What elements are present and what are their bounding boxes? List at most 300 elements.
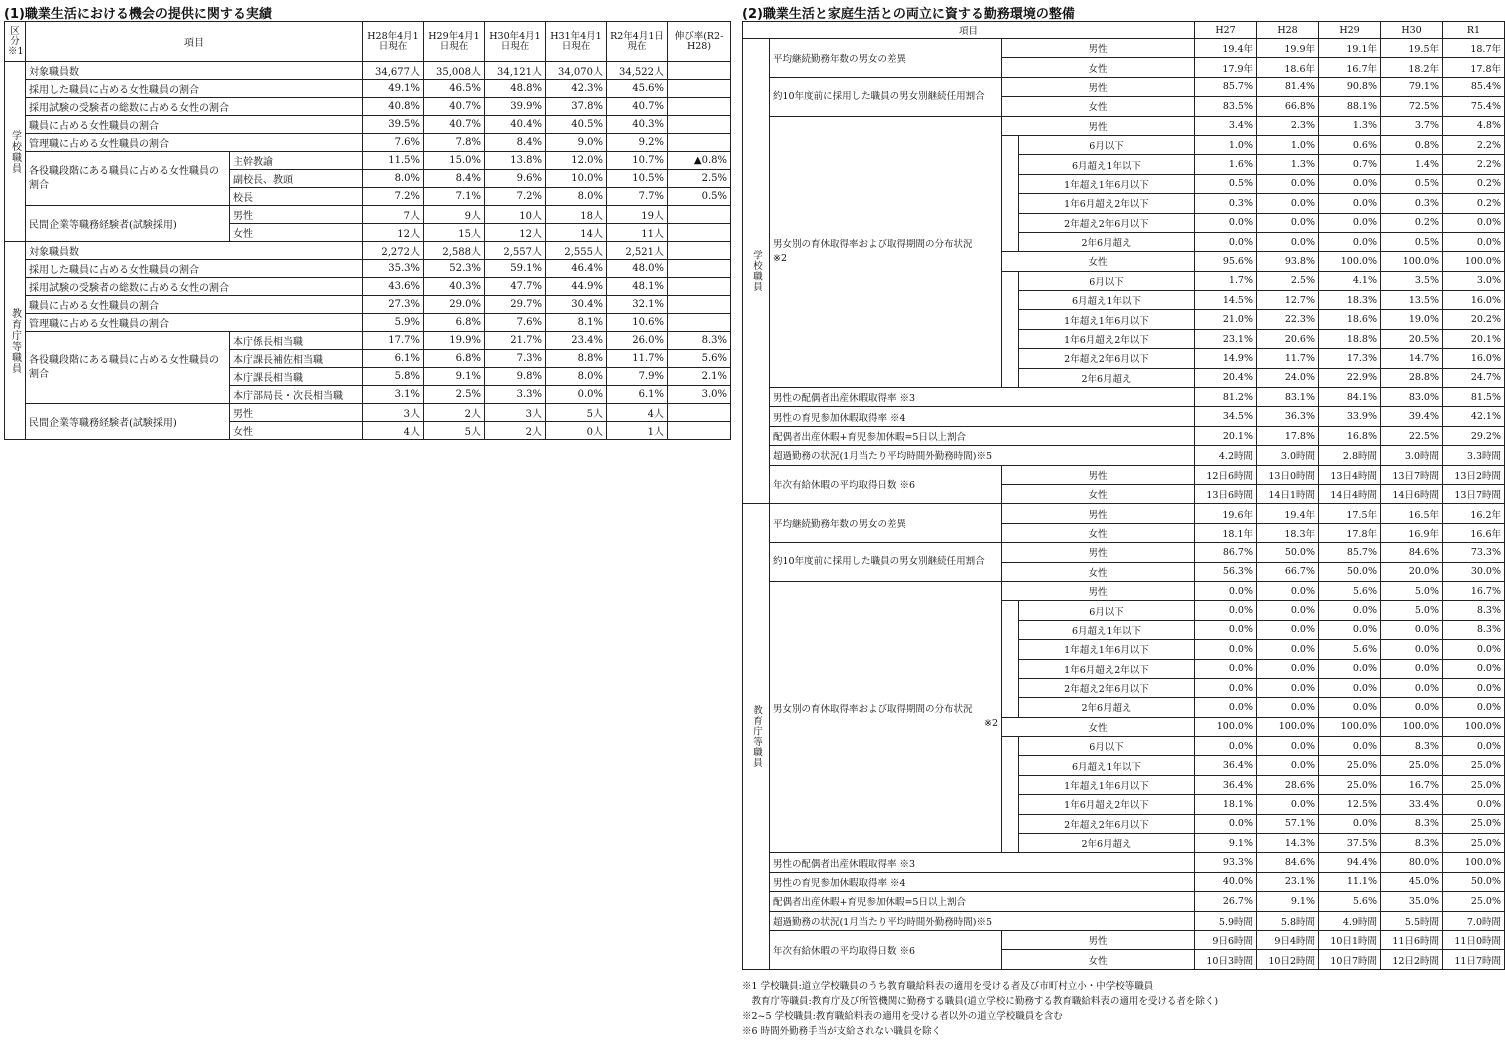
sex-label: 女性 bbox=[1002, 97, 1195, 116]
value-cell: 10人 bbox=[485, 206, 546, 224]
value-cell: 100.0% bbox=[1443, 717, 1505, 736]
value-cell: 21.7% bbox=[485, 332, 546, 350]
row-label: 各役職段階にある職員に占める女性職員の割合 bbox=[26, 332, 230, 404]
value-cell: 8.0% bbox=[546, 368, 607, 386]
value-cell: 13.8% bbox=[485, 152, 546, 170]
value-cell: 19.6年 bbox=[1195, 504, 1257, 523]
value-cell: 16.2年 bbox=[1443, 504, 1505, 523]
row-label: 平均継続勤務年数の男女の差異 bbox=[770, 39, 1002, 78]
value-cell: 8.3% bbox=[1443, 620, 1505, 639]
value-cell: 84.6% bbox=[1257, 853, 1319, 872]
value-cell: 0.0% bbox=[1319, 814, 1381, 833]
leave-label bbox=[770, 581, 1002, 852]
value-cell: 21.0% bbox=[1195, 310, 1257, 329]
value-cell: 17.8年 bbox=[1443, 58, 1505, 77]
value-cell: 2人 bbox=[424, 404, 485, 422]
value-cell: 8.0% bbox=[546, 188, 607, 206]
group-label: 教育庁等職員 bbox=[743, 504, 770, 969]
value-cell: 59.1% bbox=[485, 260, 546, 278]
value-cell: 50.0% bbox=[1257, 543, 1319, 562]
value-cell: 0.0% bbox=[1381, 640, 1443, 659]
value-cell: 40.5% bbox=[546, 116, 607, 134]
value-cell: 2人 bbox=[485, 422, 546, 440]
value-cell: 40.3% bbox=[607, 116, 668, 134]
value-cell: 88.1% bbox=[1319, 97, 1381, 116]
row-label: 管理職に占める女性職員の割合 bbox=[26, 134, 363, 152]
leave-label-text: 男女別の育休取得率および取得期間の分布状況 bbox=[773, 238, 973, 250]
value-cell: 9.2% bbox=[607, 134, 668, 152]
value-cell: 32.1% bbox=[607, 296, 668, 314]
value-cell: 15.0% bbox=[424, 152, 485, 170]
value-cell: 12日2時間 bbox=[1381, 950, 1443, 969]
period-label: 6月超え1年以下 bbox=[1019, 291, 1195, 310]
row-label: 男性の育児参加休暇取得率 ※4 bbox=[770, 872, 1195, 891]
value-cell: 56.3% bbox=[1195, 562, 1257, 581]
value-cell: 17.7% bbox=[363, 332, 424, 350]
value-cell: 100.0% bbox=[1443, 252, 1505, 271]
sub-label: 本庁課長補佐相当職 bbox=[230, 350, 363, 368]
period-label: 1年超え1年6月以下 bbox=[1019, 310, 1195, 329]
value-cell: 17.5年 bbox=[1319, 504, 1381, 523]
value-cell: 13.5% bbox=[1381, 291, 1443, 310]
value-cell: 1.3% bbox=[1319, 116, 1381, 135]
value-cell: 43.6% bbox=[363, 278, 424, 296]
value-cell: 16.7% bbox=[1443, 581, 1505, 600]
growth-cell bbox=[668, 404, 731, 422]
value-cell: 25.0% bbox=[1319, 775, 1381, 794]
value-cell: 25.0% bbox=[1443, 775, 1505, 794]
header-year: H30 bbox=[1381, 22, 1443, 39]
value-cell: 19.0% bbox=[1381, 310, 1443, 329]
value-cell: 34.5% bbox=[1195, 407, 1257, 426]
row-label: 超過勤務の状況(1月当たり平均時間外勤務時間)※5 bbox=[770, 446, 1195, 465]
leave-label bbox=[770, 116, 1002, 387]
value-cell: 5人 bbox=[546, 404, 607, 422]
row-label: 約10年度前に採用した職員の男女別継続任用割合 bbox=[770, 543, 1002, 582]
value-cell: 10.6% bbox=[607, 314, 668, 332]
value-cell: 50.0% bbox=[1319, 562, 1381, 581]
value-cell: 0.0% bbox=[1195, 640, 1257, 659]
value-cell: 0.0% bbox=[1443, 678, 1505, 697]
value-cell: 4.8% bbox=[1443, 116, 1505, 135]
value-cell: 16.6年 bbox=[1443, 523, 1505, 542]
period-label: 2年6月超え bbox=[1019, 232, 1195, 251]
growth-cell bbox=[668, 134, 731, 152]
value-cell: 2,588人 bbox=[424, 242, 485, 260]
value-cell: 0.0% bbox=[546, 386, 607, 404]
value-cell: 34,070人 bbox=[546, 62, 607, 80]
value-cell: 2.2% bbox=[1443, 135, 1505, 154]
sex-label: 男性 bbox=[1002, 77, 1195, 96]
value-cell: 6.1% bbox=[607, 386, 668, 404]
row-label: 職員に占める女性職員の割合 bbox=[26, 116, 363, 134]
value-cell: 27.3% bbox=[363, 296, 424, 314]
sex-label: 女性 bbox=[1002, 484, 1195, 503]
value-cell: 0.0% bbox=[1257, 174, 1319, 193]
value-cell: 8.4% bbox=[424, 170, 485, 188]
value-cell: 5.9% bbox=[363, 314, 424, 332]
value-cell: 28.6% bbox=[1257, 775, 1319, 794]
value-cell: 28.8% bbox=[1381, 368, 1443, 387]
value-cell: 33.9% bbox=[1319, 407, 1381, 426]
value-cell: 18.8% bbox=[1319, 329, 1381, 348]
value-cell: 5.0% bbox=[1381, 601, 1443, 620]
header-year: H29年4月1日現在 bbox=[424, 22, 485, 62]
header-year: R2年4月1日現在 bbox=[607, 22, 668, 62]
value-cell: 20.1% bbox=[1443, 329, 1505, 348]
value-cell: 16.7年 bbox=[1319, 58, 1381, 77]
value-cell: 40.7% bbox=[607, 98, 668, 116]
value-cell: 40.7% bbox=[424, 116, 485, 134]
growth-cell bbox=[668, 224, 731, 242]
leave-note: ※2 bbox=[773, 252, 788, 264]
value-cell: 14日6時間 bbox=[1381, 484, 1443, 503]
value-cell: 25.0% bbox=[1443, 834, 1505, 853]
value-cell: 9日6時間 bbox=[1195, 930, 1257, 949]
value-cell: 13日0時間 bbox=[1257, 465, 1319, 484]
value-cell: 46.4% bbox=[546, 260, 607, 278]
value-cell: 0.3% bbox=[1381, 194, 1443, 213]
value-cell: 4人 bbox=[607, 404, 668, 422]
period-label: 2年6月超え bbox=[1019, 698, 1195, 717]
value-cell: 19.4年 bbox=[1195, 39, 1257, 58]
value-cell: 7.0時間 bbox=[1443, 911, 1505, 930]
row-label: 対象職員数 bbox=[26, 62, 363, 80]
value-cell: 0.0% bbox=[1195, 678, 1257, 697]
sub-label: 本庁係長相当職 bbox=[230, 332, 363, 350]
value-cell: 13日6時間 bbox=[1195, 484, 1257, 503]
indent-cell bbox=[1002, 737, 1019, 853]
value-cell: 1.0% bbox=[1257, 135, 1319, 154]
sub-label: 男性 bbox=[230, 404, 363, 422]
value-cell: 19.5年 bbox=[1381, 39, 1443, 58]
value-cell: 94.4% bbox=[1319, 853, 1381, 872]
row-label: 職員に占める女性職員の割合 bbox=[26, 296, 363, 314]
value-cell: 9.1% bbox=[1195, 834, 1257, 853]
value-cell: 3.0時間 bbox=[1381, 446, 1443, 465]
value-cell: 19.9年 bbox=[1257, 39, 1319, 58]
value-cell: 23.1% bbox=[1257, 872, 1319, 891]
growth-cell bbox=[668, 206, 731, 224]
value-cell: 12人 bbox=[363, 224, 424, 242]
value-cell: 83.0% bbox=[1381, 388, 1443, 407]
value-cell: 7.3% bbox=[485, 350, 546, 368]
value-cell: 47.7% bbox=[485, 278, 546, 296]
value-cell: 0.0% bbox=[1195, 698, 1257, 717]
row-label: 男性の配偶者出産休暇取得率 ※3 bbox=[770, 853, 1195, 872]
value-cell: 0.0% bbox=[1319, 737, 1381, 756]
value-cell: 0.0% bbox=[1257, 640, 1319, 659]
sex-label: 男性 bbox=[1002, 581, 1195, 600]
growth-cell bbox=[668, 296, 731, 314]
value-cell: 37.5% bbox=[1319, 834, 1381, 853]
value-cell: 8.3% bbox=[1381, 737, 1443, 756]
value-cell: 50.0% bbox=[1443, 872, 1505, 891]
growth-cell: 2.5% bbox=[668, 170, 731, 188]
value-cell: 0.0% bbox=[1195, 581, 1257, 600]
value-cell: 18.6% bbox=[1319, 310, 1381, 329]
value-cell: 0.7% bbox=[1319, 155, 1381, 174]
value-cell: 90.8% bbox=[1319, 77, 1381, 96]
value-cell: 0.0% bbox=[1257, 795, 1319, 814]
value-cell: 5人 bbox=[424, 422, 485, 440]
value-cell: 35.0% bbox=[1381, 892, 1443, 911]
value-cell: 79.1% bbox=[1381, 77, 1443, 96]
value-cell: 29.7% bbox=[485, 296, 546, 314]
value-cell: 20.6% bbox=[1257, 329, 1319, 348]
value-cell: 20.5% bbox=[1381, 329, 1443, 348]
value-cell: 25.0% bbox=[1319, 756, 1381, 775]
growth-cell bbox=[668, 260, 731, 278]
value-cell: 0.0% bbox=[1381, 678, 1443, 697]
header-item: 項目 bbox=[743, 22, 1195, 39]
value-cell: 6.8% bbox=[424, 350, 485, 368]
row-label: 採用した職員に占める女性職員の割合 bbox=[26, 260, 363, 278]
value-cell: 20.0% bbox=[1381, 562, 1443, 581]
value-cell: 14.5% bbox=[1195, 291, 1257, 310]
value-cell: 11日0時間 bbox=[1443, 930, 1505, 949]
period-label: 6月超え1年以下 bbox=[1019, 620, 1195, 639]
value-cell: 12.5% bbox=[1319, 795, 1381, 814]
sex-label: 女性 bbox=[1002, 58, 1195, 77]
value-cell: 35.3% bbox=[363, 260, 424, 278]
value-cell: 81.4% bbox=[1257, 77, 1319, 96]
value-cell: 24.7% bbox=[1443, 368, 1505, 387]
header-year: R1 bbox=[1443, 22, 1505, 39]
value-cell: 45.0% bbox=[1381, 872, 1443, 891]
value-cell: 8.3% bbox=[1443, 601, 1505, 620]
value-cell: 0.0% bbox=[1319, 213, 1381, 232]
value-cell: 2,555人 bbox=[546, 242, 607, 260]
value-cell: 0.0% bbox=[1443, 213, 1505, 232]
value-cell: 26.7% bbox=[1195, 892, 1257, 911]
value-cell: 7.6% bbox=[363, 134, 424, 152]
growth-cell bbox=[668, 422, 731, 440]
value-cell: 20.4% bbox=[1195, 368, 1257, 387]
header-kubun: 区分※1 bbox=[5, 22, 26, 62]
value-cell: 7.8% bbox=[424, 134, 485, 152]
value-cell: 2.5% bbox=[424, 386, 485, 404]
growth-cell: 5.6% bbox=[668, 350, 731, 368]
value-cell: 86.7% bbox=[1195, 543, 1257, 562]
header-year: H27 bbox=[1195, 22, 1257, 39]
value-cell: 17.3% bbox=[1319, 349, 1381, 368]
value-cell: 18.3% bbox=[1319, 291, 1381, 310]
value-cell: 0.0% bbox=[1319, 194, 1381, 213]
sub-label: 女性 bbox=[230, 224, 363, 242]
value-cell: 73.3% bbox=[1443, 543, 1505, 562]
value-cell: 16.7% bbox=[1381, 775, 1443, 794]
value-cell: 81.5% bbox=[1443, 388, 1505, 407]
growth-cell bbox=[668, 278, 731, 296]
value-cell: 75.4% bbox=[1443, 97, 1505, 116]
value-cell: 3.3% bbox=[485, 386, 546, 404]
period-label: 6月以下 bbox=[1019, 271, 1195, 290]
growth-cell: 2.1% bbox=[668, 368, 731, 386]
value-cell: 93.3% bbox=[1195, 853, 1257, 872]
value-cell: 83.5% bbox=[1195, 97, 1257, 116]
row-label: 超過勤務の状況(1月当たり平均時間外勤務時間)※5 bbox=[770, 911, 1195, 930]
growth-cell: ▲0.8% bbox=[668, 152, 731, 170]
sex-label: 女性 bbox=[1002, 950, 1195, 969]
value-cell: 5.6% bbox=[1319, 581, 1381, 600]
value-cell: 40.4% bbox=[485, 116, 546, 134]
value-cell: 0.0% bbox=[1195, 232, 1257, 251]
value-cell: 8.3% bbox=[1381, 814, 1443, 833]
value-cell: 0.0% bbox=[1443, 698, 1505, 717]
row-label: 採用した職員に占める女性職員の割合 bbox=[26, 80, 363, 98]
value-cell: 22.3% bbox=[1257, 310, 1319, 329]
value-cell: 48.8% bbox=[485, 80, 546, 98]
work-environment-table bbox=[742, 21, 1505, 970]
leave-note: ※2 bbox=[983, 718, 998, 730]
period-label: 6月以下 bbox=[1019, 601, 1195, 620]
value-cell: 34,522人 bbox=[607, 62, 668, 80]
value-cell: 5.5時間 bbox=[1381, 911, 1443, 930]
value-cell: 13日7時間 bbox=[1443, 484, 1505, 503]
value-cell: 17.9年 bbox=[1195, 58, 1257, 77]
sex-label: 男性 bbox=[1002, 930, 1195, 949]
value-cell: 9.8% bbox=[485, 368, 546, 386]
value-cell: 5.8% bbox=[363, 368, 424, 386]
value-cell: 5.6% bbox=[1319, 640, 1381, 659]
value-cell: 85.7% bbox=[1195, 77, 1257, 96]
value-cell: 7.1% bbox=[424, 188, 485, 206]
value-cell: 0.5% bbox=[1381, 174, 1443, 193]
value-cell: 16.5年 bbox=[1381, 504, 1443, 523]
value-cell: 16.0% bbox=[1443, 349, 1505, 368]
value-cell: 10日3時間 bbox=[1195, 950, 1257, 969]
value-cell: 0.0% bbox=[1257, 601, 1319, 620]
value-cell: 23.4% bbox=[546, 332, 607, 350]
group-label: 教育庁等職員 bbox=[5, 242, 26, 440]
period-label: 2年超え2年6月以下 bbox=[1019, 213, 1195, 232]
value-cell: 7.2% bbox=[363, 188, 424, 206]
sex-label: 女性 bbox=[1002, 717, 1195, 736]
value-cell: 18.3年 bbox=[1257, 523, 1319, 542]
value-cell: 40.0% bbox=[1195, 872, 1257, 891]
value-cell: 11.7% bbox=[1257, 349, 1319, 368]
value-cell: 19.9% bbox=[424, 332, 485, 350]
value-cell: 3.5% bbox=[1381, 271, 1443, 290]
indent-cell bbox=[1002, 601, 1019, 717]
period-label: 6月以下 bbox=[1019, 135, 1195, 154]
value-cell: 48.1% bbox=[607, 278, 668, 296]
value-cell: 0.0% bbox=[1319, 698, 1381, 717]
value-cell: 18.7年 bbox=[1443, 39, 1505, 58]
growth-cell bbox=[668, 98, 731, 116]
value-cell: 34,677人 bbox=[363, 62, 424, 80]
value-cell: 9日4時間 bbox=[1257, 930, 1319, 949]
value-cell: 83.1% bbox=[1257, 388, 1319, 407]
value-cell: 20.1% bbox=[1195, 426, 1257, 445]
value-cell: 3.0時間 bbox=[1257, 446, 1319, 465]
value-cell: 84.1% bbox=[1319, 388, 1381, 407]
value-cell: 16.0% bbox=[1443, 291, 1505, 310]
value-cell: 0.0% bbox=[1257, 581, 1319, 600]
value-cell: 12日6時間 bbox=[1195, 465, 1257, 484]
value-cell: 11日7時間 bbox=[1443, 950, 1505, 969]
growth-cell: 0.5% bbox=[668, 188, 731, 206]
period-label: 1年6月超え2年以下 bbox=[1019, 795, 1195, 814]
value-cell: 0.0% bbox=[1195, 737, 1257, 756]
row-label: 採用試験の受験者の総数に占める女性の割合 bbox=[26, 278, 363, 296]
value-cell: 39.4% bbox=[1381, 407, 1443, 426]
sex-label: 男性 bbox=[1002, 116, 1195, 135]
value-cell: 8.0% bbox=[363, 170, 424, 188]
value-cell: 4.2時間 bbox=[1195, 446, 1257, 465]
value-cell: 40.3% bbox=[424, 278, 485, 296]
header-year: H28年4月1日現在 bbox=[363, 22, 424, 62]
value-cell: 5.8時間 bbox=[1257, 911, 1319, 930]
value-cell: 7.7% bbox=[607, 188, 668, 206]
value-cell: 12人 bbox=[485, 224, 546, 242]
value-cell: 0人 bbox=[546, 422, 607, 440]
value-cell: 18.2年 bbox=[1381, 58, 1443, 77]
value-cell: 0.0% bbox=[1319, 232, 1381, 251]
footnote-1: ※1 学校職員:道立学校職員のうち教育職給料表の適用を受ける者及び市町村立小・中学校等職員 bbox=[742, 981, 1154, 992]
value-cell: 13日7時間 bbox=[1381, 465, 1443, 484]
value-cell: 14.3% bbox=[1257, 834, 1319, 853]
value-cell: 52.3% bbox=[424, 260, 485, 278]
value-cell: 20.2% bbox=[1443, 310, 1505, 329]
value-cell: 25.0% bbox=[1443, 814, 1505, 833]
sub-label: 本庁部局長・次長相当職 bbox=[230, 386, 363, 404]
value-cell: 19.4年 bbox=[1257, 504, 1319, 523]
value-cell: 1.3% bbox=[1257, 155, 1319, 174]
value-cell: 39.9% bbox=[485, 98, 546, 116]
value-cell: 0.5% bbox=[1381, 232, 1443, 251]
value-cell: 14.9% bbox=[1195, 349, 1257, 368]
value-cell: 11人 bbox=[607, 224, 668, 242]
right-section-title: (2)職業生活と家庭生活との両立に資する勤務環境の整備 bbox=[742, 7, 1075, 22]
period-label: 2年超え2年6月以下 bbox=[1019, 678, 1195, 697]
footnotes bbox=[742, 979, 1218, 1039]
row-label: 各役職段階にある職員に占める女性職員の割合 bbox=[26, 152, 230, 206]
value-cell: 0.0% bbox=[1381, 620, 1443, 639]
value-cell: 30.0% bbox=[1443, 562, 1505, 581]
value-cell: 42.1% bbox=[1443, 407, 1505, 426]
value-cell: 5.6% bbox=[1319, 892, 1381, 911]
value-cell: 22.5% bbox=[1381, 426, 1443, 445]
value-cell: 0.0% bbox=[1257, 756, 1319, 775]
value-cell: 0.0% bbox=[1443, 795, 1505, 814]
period-label: 6月超え1年以下 bbox=[1019, 756, 1195, 775]
value-cell: 84.6% bbox=[1381, 543, 1443, 562]
value-cell: 2,521人 bbox=[607, 242, 668, 260]
value-cell: 15人 bbox=[424, 224, 485, 242]
value-cell: 0.0% bbox=[1257, 213, 1319, 232]
value-cell: 10.5% bbox=[607, 170, 668, 188]
sub-label: 副校長、教頭 bbox=[230, 170, 363, 188]
value-cell: 0.0% bbox=[1195, 213, 1257, 232]
value-cell: 44.9% bbox=[546, 278, 607, 296]
value-cell: 12.7% bbox=[1257, 291, 1319, 310]
value-cell: 66.7% bbox=[1257, 562, 1319, 581]
value-cell: 13日4時間 bbox=[1319, 465, 1381, 484]
value-cell: 1.0% bbox=[1195, 135, 1257, 154]
period-label: 1年超え1年6月以下 bbox=[1019, 775, 1195, 794]
opportunity-table bbox=[4, 21, 731, 440]
value-cell: 72.5% bbox=[1381, 97, 1443, 116]
value-cell: 80.0% bbox=[1381, 853, 1443, 872]
value-cell: 8.1% bbox=[546, 314, 607, 332]
value-cell: 3.0% bbox=[1443, 271, 1505, 290]
value-cell: 35,008人 bbox=[424, 62, 485, 80]
row-label: 男性の配偶者出産休暇取得率 ※3 bbox=[770, 388, 1195, 407]
sex-label: 女性 bbox=[1002, 523, 1195, 542]
value-cell: 0.0% bbox=[1195, 659, 1257, 678]
